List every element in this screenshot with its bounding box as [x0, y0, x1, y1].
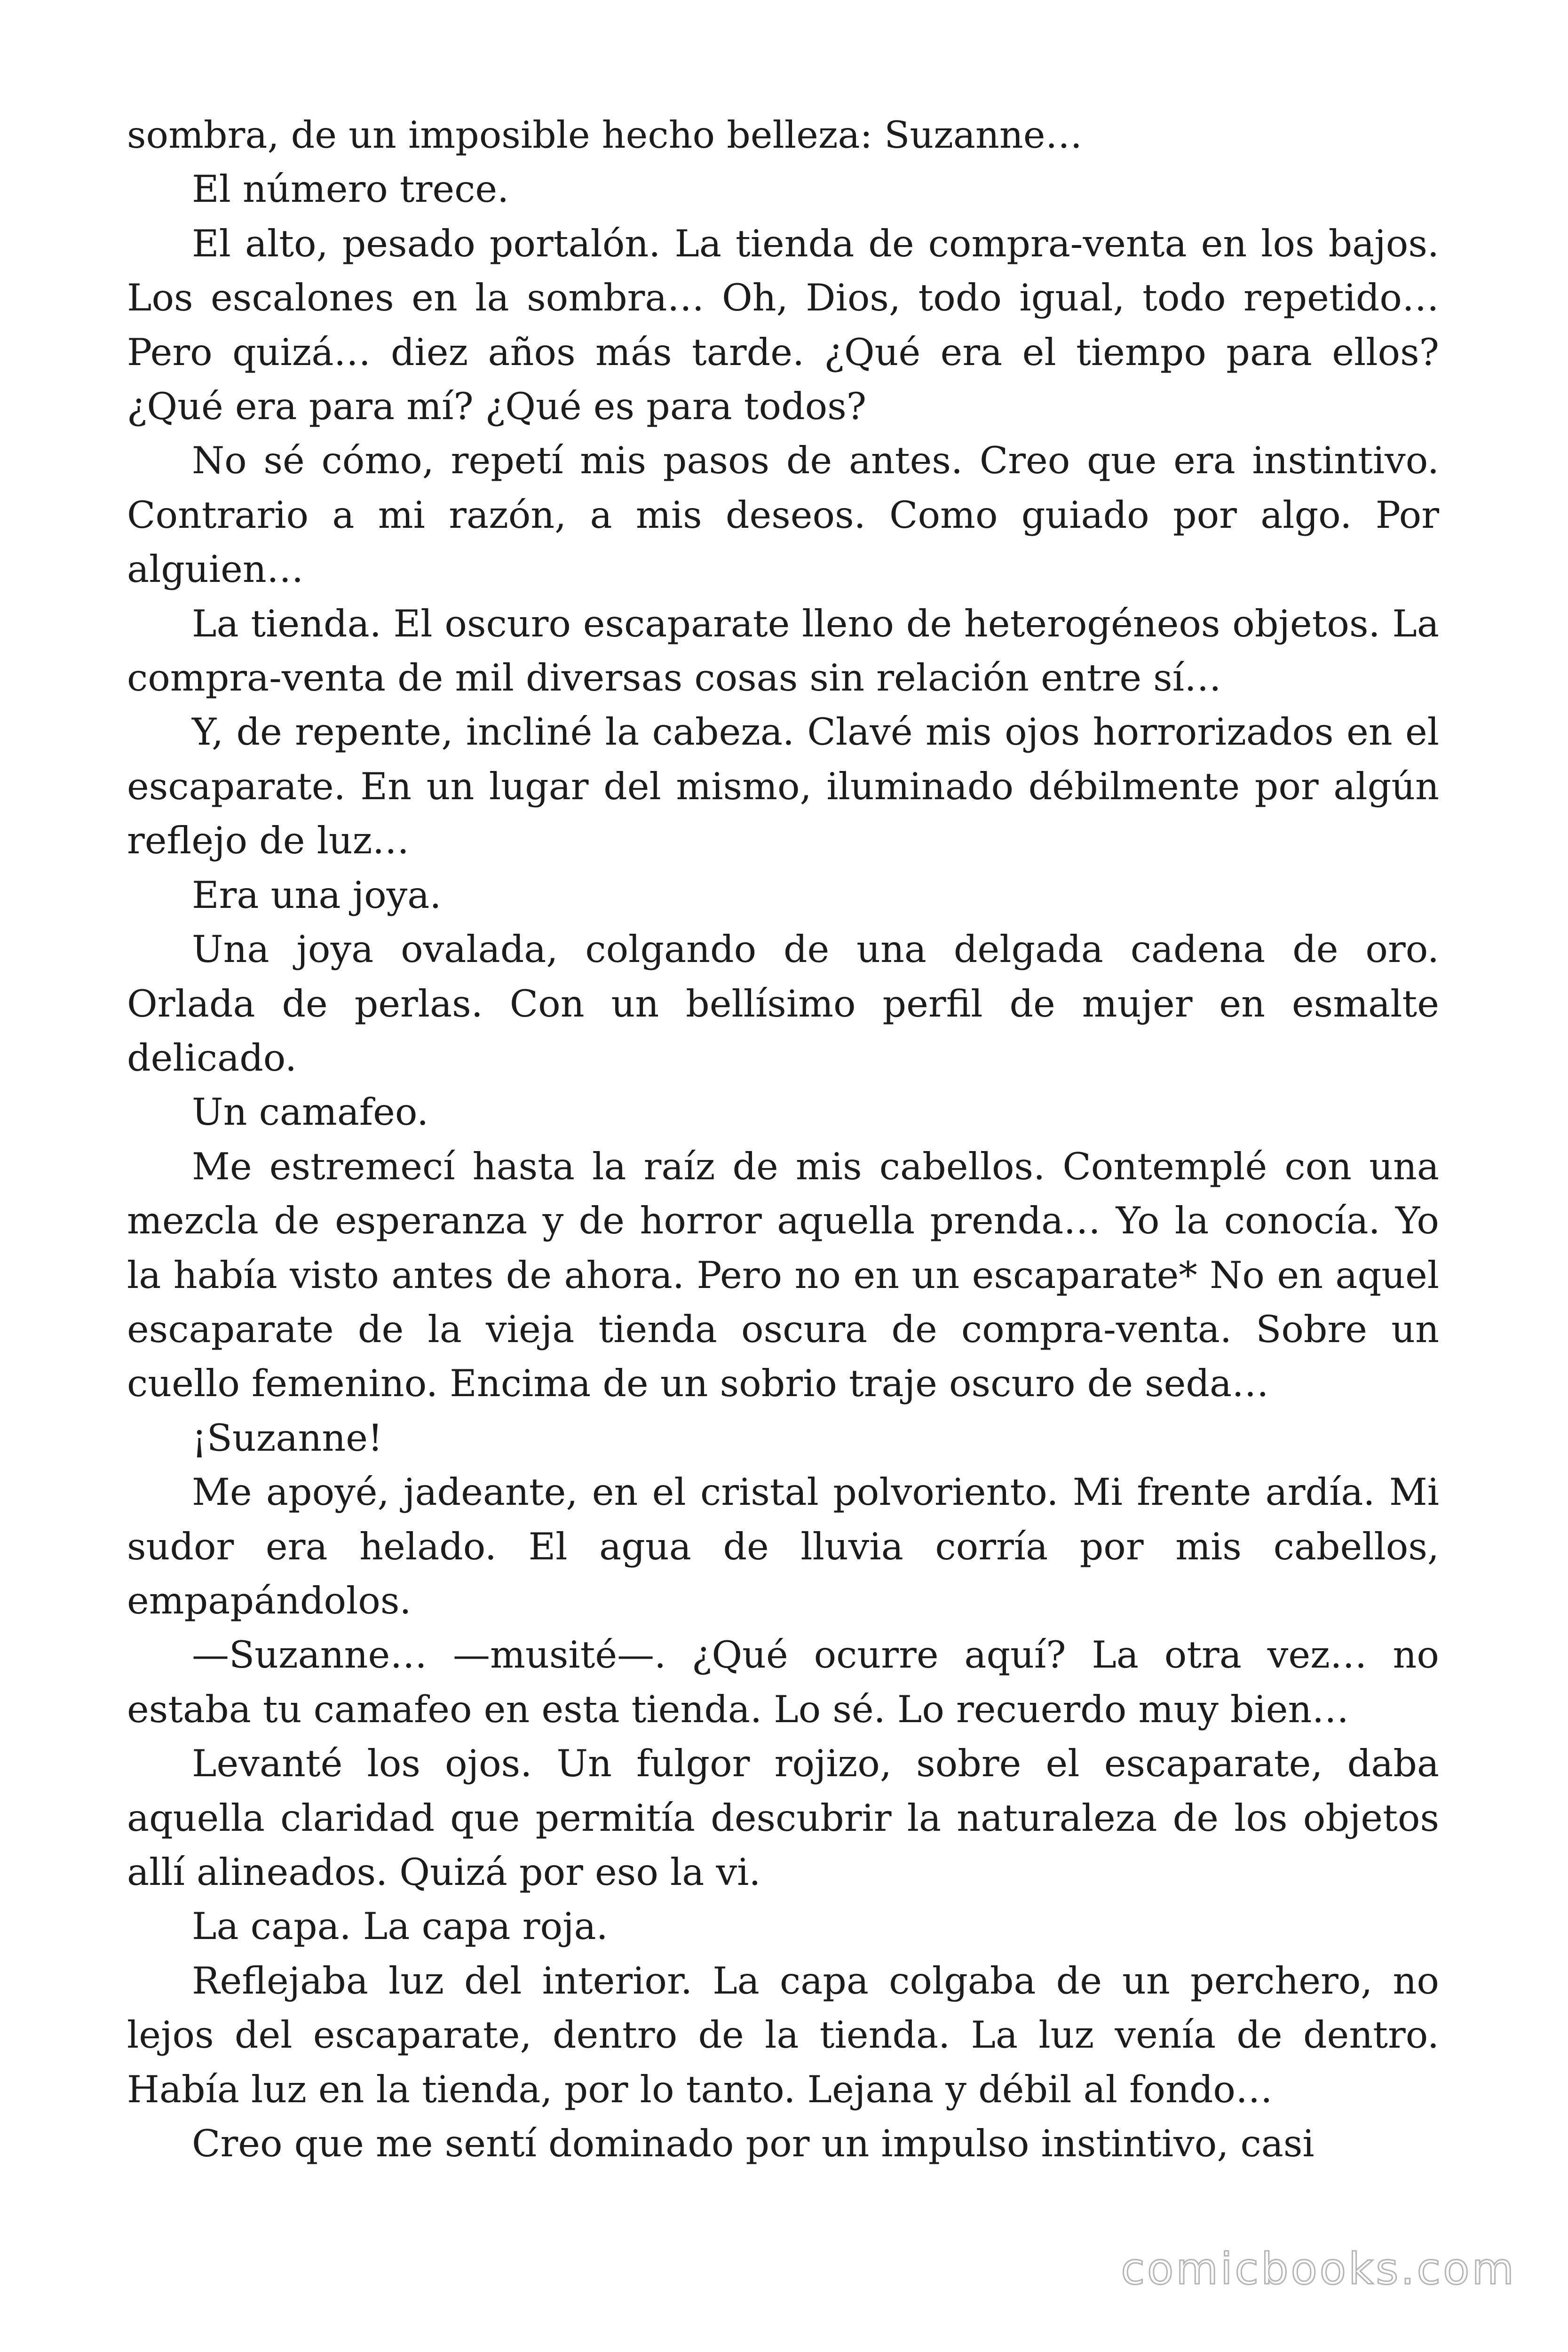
paragraph: Y, de repente, incliné la cabeza. Clavé mis ojos horrorizados en el escaparate. En un lugar del mismo, iluminado débilmente por algún reflejo de luz…	[127, 710, 1439, 863]
paragraph: ¡Suzanne!	[192, 1416, 383, 1460]
paragraph: La capa. La capa roja.	[192, 1905, 608, 1948]
paragraph: Me apoyé, jadeante, en el cristal polvoriento. Mi frente ardía. Mi sudor era helado. El agua de lluvia corría por mis cabellos, empapándolos.	[127, 1470, 1439, 1622]
paragraph: Creo que me sentí dominado por un impulso instintivo, casi	[192, 2122, 1315, 2166]
paragraph: El número trece.	[192, 167, 509, 211]
paragraph: sombra, de un imposible hecho belleza: Suzanne…	[127, 113, 1083, 157]
paragraph: No sé cómo, repetí mis pasos de antes. Creo que era instintivo. Contrario a mi razón, a mis deseos. Como guiado por algo. Por alguien…	[127, 439, 1439, 591]
paragraph: —Suzanne… —musité—. ¿Qué ocurre aquí? La otra vez… no estaba tu camafeo en esta tienda. Lo sé. Lo recuerdo muy bien…	[127, 1633, 1439, 1731]
paragraph: La tienda. El oscuro escaparate lleno de heterogéneos objetos. La compra-venta de mil diversas cosas sin relación entre sí…	[127, 602, 1439, 700]
paragraph: Un camafeo.	[192, 1090, 429, 1134]
paragraph: Levanté los ojos. Un fulgor rojizo, sobre el escaparate, daba aquella claridad que permitía descubrir la naturaleza de los objetos allí alineados. Quizá por eso la vi.	[127, 1742, 1439, 1894]
paragraph: Era una joya.	[192, 873, 442, 917]
watermark: comicbooks.com	[1121, 2244, 1516, 2294]
paragraph: Reflejaba luz del interior. La capa colgaba de un perchero, no lejos del escaparate, dentro de la tienda. La luz venía de dentro. Había luz en la tienda, por lo tanto. Lejana y débil al fondo…	[127, 1959, 1439, 2111]
paragraph: El alto, pesado portalón. La tienda de compra-venta en los bajos. Los escalones en la sombra… Oh, Dios, todo igual, todo repetido… Pero quizá… diez años más tarde. ¿Qué era el tiempo para ellos? ¿Qué era para mí? ¿Qué es para todos?	[127, 222, 1439, 429]
paragraph: Me estremecí hasta la raíz de mis cabellos. Contemplé con una mezcla de esperanza y de horror aquella prenda… Yo la conocía. Yo la había visto antes de ahora. Pero no en un escaparate* No en aquel escaparate de la vieja tienda oscura de compra-venta. Sobre un cuello femenino. Encima de un sobrio traje oscuro de seda…	[127, 1144, 1439, 1406]
paragraph: Una joya ovalada, colgando de una delgada cadena de oro. Orlada de perlas. Con un bellísimo perfil de mujer en esmalte delicado.	[127, 928, 1439, 1080]
page-text	[127, 108, 1439, 2171]
